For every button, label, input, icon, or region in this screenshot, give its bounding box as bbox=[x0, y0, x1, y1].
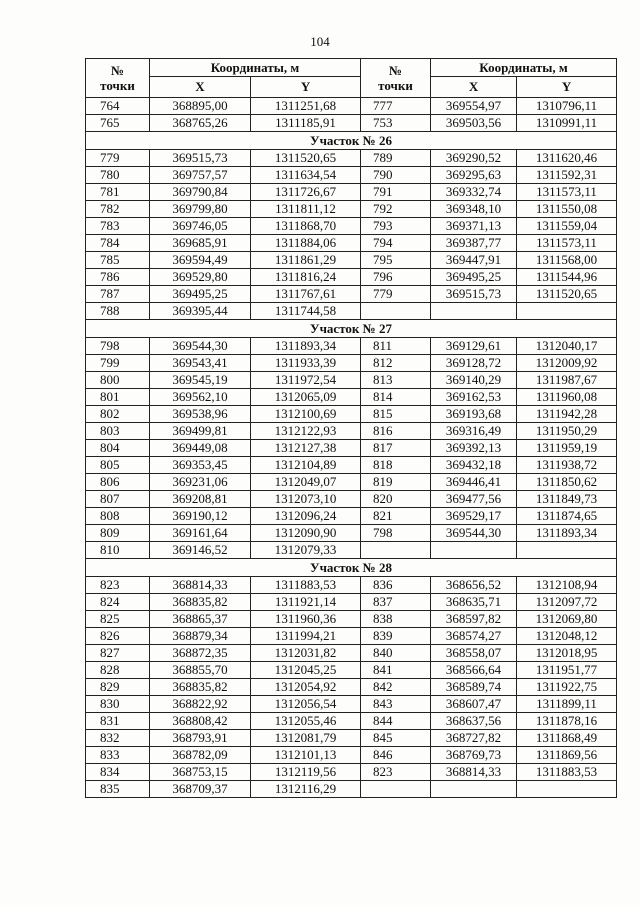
y-coordinate-cell: 1311592,31 bbox=[517, 167, 617, 184]
y-coordinate-cell: 1311869,56 bbox=[517, 747, 617, 764]
x-coordinate-cell: 369790,84 bbox=[150, 184, 251, 201]
table-row bbox=[86, 184, 617, 201]
point-number-cell: 832 bbox=[86, 730, 150, 747]
table-row bbox=[86, 355, 617, 372]
x-coordinate-cell: 369353,45 bbox=[150, 457, 251, 474]
y-coordinate-cell: 1311933,39 bbox=[251, 355, 361, 372]
x-coordinate-cell: 369545,19 bbox=[150, 372, 251, 389]
x-coordinate-cell: 369161,64 bbox=[150, 525, 251, 542]
y-coordinate-cell: 1310991,11 bbox=[517, 115, 617, 132]
x-coordinate-cell: 368895,00 bbox=[150, 98, 251, 115]
point-number-cell bbox=[361, 542, 431, 559]
y-coordinate-cell: 1311959,19 bbox=[517, 440, 617, 457]
y-coordinate-cell: 1312065,09 bbox=[251, 389, 361, 406]
x-coordinate-cell: 369162,53 bbox=[431, 389, 517, 406]
y-coordinate-cell: 1311987,67 bbox=[517, 372, 617, 389]
y-coordinate-cell: 1312090,90 bbox=[251, 525, 361, 542]
x-coordinate-cell: 369332,74 bbox=[431, 184, 517, 201]
x-coordinate-cell: 369447,91 bbox=[431, 252, 517, 269]
table-row bbox=[86, 474, 617, 491]
point-number-cell: 825 bbox=[86, 611, 150, 628]
x-coordinate-cell: 369499,81 bbox=[150, 423, 251, 440]
section-title: Участок № 27 bbox=[86, 320, 617, 338]
table-row bbox=[86, 508, 617, 525]
y-coordinate-cell: 1312116,29 bbox=[251, 781, 361, 798]
y-coordinate-cell: 1311544,96 bbox=[517, 269, 617, 286]
x-coordinate-cell: 369387,77 bbox=[431, 235, 517, 252]
x-coordinate-cell: 369529,17 bbox=[431, 508, 517, 525]
point-number-cell: 823 bbox=[86, 577, 150, 594]
x-coordinate-cell: 369128,72 bbox=[431, 355, 517, 372]
table-row bbox=[86, 457, 617, 474]
y-coordinate-cell bbox=[517, 542, 617, 559]
point-number-cell: 787 bbox=[86, 286, 150, 303]
y-coordinate-cell: 1311185,91 bbox=[251, 115, 361, 132]
y-coordinate-cell: 1311744,58 bbox=[251, 303, 361, 320]
point-number-cell: 819 bbox=[361, 474, 431, 491]
y-coordinate-cell: 1312048,12 bbox=[517, 628, 617, 645]
y-coordinate-cell: 1311520,65 bbox=[251, 150, 361, 167]
x-coordinate-cell: 368635,71 bbox=[431, 594, 517, 611]
y-column-header: Y bbox=[251, 77, 361, 98]
x-coordinate-cell: 368814,33 bbox=[150, 577, 251, 594]
x-coordinate-cell: 368769,73 bbox=[431, 747, 517, 764]
table-body bbox=[86, 98, 617, 798]
table-row bbox=[86, 730, 617, 747]
point-number-cell: 801 bbox=[86, 389, 150, 406]
point-number-cell: 842 bbox=[361, 679, 431, 696]
y-coordinate-cell: 1312097,72 bbox=[517, 594, 617, 611]
table-row bbox=[86, 747, 617, 764]
point-number-cell: 806 bbox=[86, 474, 150, 491]
coordinates-table bbox=[85, 58, 617, 798]
y-coordinate-cell: 1311573,11 bbox=[517, 235, 617, 252]
x-coordinate-cell: 369449,08 bbox=[150, 440, 251, 457]
point-number-cell: 800 bbox=[86, 372, 150, 389]
point-number-cell: 805 bbox=[86, 457, 150, 474]
x-coordinate-cell: 368855,70 bbox=[150, 662, 251, 679]
y-coordinate-cell: 1311942,28 bbox=[517, 406, 617, 423]
point-number-cell: 780 bbox=[86, 167, 150, 184]
x-coordinate-cell: 369193,68 bbox=[431, 406, 517, 423]
x-coordinate-cell: 369562,10 bbox=[150, 389, 251, 406]
point-number-cell: 844 bbox=[361, 713, 431, 730]
x-coordinate-cell bbox=[431, 781, 517, 798]
table-row bbox=[86, 201, 617, 218]
table-row bbox=[86, 679, 617, 696]
point-number-cell: 753 bbox=[361, 115, 431, 132]
point-number-cell: 818 bbox=[361, 457, 431, 474]
y-coordinate-cell: 1312096,24 bbox=[251, 508, 361, 525]
point-number-cell: 827 bbox=[86, 645, 150, 662]
x-coordinate-cell: 368637,56 bbox=[431, 713, 517, 730]
y-coordinate-cell: 1312104,89 bbox=[251, 457, 361, 474]
point-number-cell: 784 bbox=[86, 235, 150, 252]
y-column-header: Y bbox=[517, 77, 617, 98]
point-number-cell: 796 bbox=[361, 269, 431, 286]
point-number-cell: 764 bbox=[86, 98, 150, 115]
x-coordinate-cell: 369432,18 bbox=[431, 457, 517, 474]
point-number-cell: 789 bbox=[361, 150, 431, 167]
point-number-cell: 826 bbox=[86, 628, 150, 645]
x-coordinate-cell: 368835,82 bbox=[150, 594, 251, 611]
point-number-label: точки bbox=[378, 78, 413, 93]
point-number-cell: 781 bbox=[86, 184, 150, 201]
point-number-cell: 790 bbox=[361, 167, 431, 184]
point-number-label: точки bbox=[100, 78, 135, 93]
y-coordinate-cell: 1311994,21 bbox=[251, 628, 361, 645]
x-coordinate-cell: 369529,80 bbox=[150, 269, 251, 286]
y-coordinate-cell: 1312081,79 bbox=[251, 730, 361, 747]
point-number-cell: 834 bbox=[86, 764, 150, 781]
point-number-cell: 830 bbox=[86, 696, 150, 713]
point-number-cell: 835 bbox=[86, 781, 150, 798]
table-row bbox=[86, 286, 617, 303]
point-number-cell: 837 bbox=[361, 594, 431, 611]
x-coordinate-cell: 368597,82 bbox=[431, 611, 517, 628]
point-number-cell: 803 bbox=[86, 423, 150, 440]
table-row bbox=[86, 252, 617, 269]
point-number-cell: 821 bbox=[361, 508, 431, 525]
table-row bbox=[86, 115, 617, 132]
table-row bbox=[86, 491, 617, 508]
table-row bbox=[86, 406, 617, 423]
point-number-cell: 810 bbox=[86, 542, 150, 559]
y-coordinate-cell: 1311849,73 bbox=[517, 491, 617, 508]
x-coordinate-cell: 369538,96 bbox=[150, 406, 251, 423]
point-number-cell: 840 bbox=[361, 645, 431, 662]
point-number-cell: 839 bbox=[361, 628, 431, 645]
coordinates-header-left: Координаты, м bbox=[150, 59, 361, 77]
table-row bbox=[86, 167, 617, 184]
y-coordinate-cell: 1311868,49 bbox=[517, 730, 617, 747]
point-number-cell: 816 bbox=[361, 423, 431, 440]
y-coordinate-cell: 1311893,34 bbox=[251, 338, 361, 355]
y-coordinate-cell: 1311620,46 bbox=[517, 150, 617, 167]
x-coordinate-cell: 368879,34 bbox=[150, 628, 251, 645]
table-row bbox=[86, 338, 617, 355]
y-coordinate-cell: 1311951,77 bbox=[517, 662, 617, 679]
point-number-cell bbox=[361, 781, 431, 798]
point-number-cell: 795 bbox=[361, 252, 431, 269]
x-coordinate-cell: 369231,06 bbox=[150, 474, 251, 491]
point-number-cell: 820 bbox=[361, 491, 431, 508]
x-coordinate-cell: 369146,52 bbox=[150, 542, 251, 559]
x-coordinate-cell bbox=[431, 303, 517, 320]
table-row bbox=[86, 150, 617, 167]
point-number-cell: 785 bbox=[86, 252, 150, 269]
x-coordinate-cell: 369554,97 bbox=[431, 98, 517, 115]
y-coordinate-cell: 1311811,12 bbox=[251, 201, 361, 218]
section-title: Участок № 26 bbox=[86, 132, 617, 150]
y-coordinate-cell: 1312049,07 bbox=[251, 474, 361, 491]
point-number-cell: 799 bbox=[86, 355, 150, 372]
point-number-cell: 765 bbox=[86, 115, 150, 132]
y-coordinate-cell: 1311850,62 bbox=[517, 474, 617, 491]
y-coordinate-cell: 1312122,93 bbox=[251, 423, 361, 440]
table-row bbox=[86, 696, 617, 713]
point-number-cell: 782 bbox=[86, 201, 150, 218]
point-number-cell: 813 bbox=[361, 372, 431, 389]
x-coordinate-cell: 369129,61 bbox=[431, 338, 517, 355]
table-row bbox=[86, 628, 617, 645]
y-coordinate-cell: 1311573,11 bbox=[517, 184, 617, 201]
point-number-cell: 791 bbox=[361, 184, 431, 201]
x-coordinate-cell: 369495,25 bbox=[150, 286, 251, 303]
x-coordinate-cell: 369495,25 bbox=[431, 269, 517, 286]
x-coordinate-cell: 369757,57 bbox=[150, 167, 251, 184]
y-coordinate-cell: 1311868,70 bbox=[251, 218, 361, 235]
y-coordinate-cell: 1311938,72 bbox=[517, 457, 617, 474]
y-coordinate-cell: 1312073,10 bbox=[251, 491, 361, 508]
x-coordinate-cell: 368782,09 bbox=[150, 747, 251, 764]
x-coordinate-cell: 369594,49 bbox=[150, 252, 251, 269]
x-coordinate-cell: 368727,82 bbox=[431, 730, 517, 747]
point-number-header-right bbox=[361, 59, 431, 98]
table-row bbox=[86, 645, 617, 662]
section-row bbox=[86, 132, 617, 150]
x-coordinate-cell: 368566,64 bbox=[431, 662, 517, 679]
table-row bbox=[86, 713, 617, 730]
point-number-cell: 817 bbox=[361, 440, 431, 457]
y-coordinate-cell: 1311634,54 bbox=[251, 167, 361, 184]
table-row bbox=[86, 235, 617, 252]
point-number-cell: 823 bbox=[361, 764, 431, 781]
point-number-cell: 794 bbox=[361, 235, 431, 252]
table-row bbox=[86, 218, 617, 235]
table-row bbox=[86, 440, 617, 457]
point-number-cell: 843 bbox=[361, 696, 431, 713]
point-number-cell: 786 bbox=[86, 269, 150, 286]
point-number-symbol: № bbox=[110, 63, 125, 78]
x-coordinate-cell: 369544,30 bbox=[150, 338, 251, 355]
x-coordinate-cell bbox=[431, 542, 517, 559]
x-coordinate-cell: 369515,73 bbox=[431, 286, 517, 303]
x-coordinate-cell: 368765,26 bbox=[150, 115, 251, 132]
y-coordinate-cell: 1311568,00 bbox=[517, 252, 617, 269]
y-coordinate-cell: 1312040,17 bbox=[517, 338, 617, 355]
y-coordinate-cell: 1311550,08 bbox=[517, 201, 617, 218]
y-coordinate-cell: 1311726,67 bbox=[251, 184, 361, 201]
point-number-cell: 831 bbox=[86, 713, 150, 730]
x-coordinate-cell: 369392,13 bbox=[431, 440, 517, 457]
x-coordinate-cell: 368558,07 bbox=[431, 645, 517, 662]
table-row bbox=[86, 372, 617, 389]
point-number-cell: 828 bbox=[86, 662, 150, 679]
x-coordinate-cell: 369799,80 bbox=[150, 201, 251, 218]
y-coordinate-cell: 1311960,36 bbox=[251, 611, 361, 628]
x-coordinate-cell: 369348,10 bbox=[431, 201, 517, 218]
table-row bbox=[86, 662, 617, 679]
y-coordinate-cell bbox=[517, 303, 617, 320]
y-coordinate-cell: 1312079,33 bbox=[251, 542, 361, 559]
point-number-cell: 814 bbox=[361, 389, 431, 406]
x-coordinate-cell: 369190,12 bbox=[150, 508, 251, 525]
point-number-cell: 833 bbox=[86, 747, 150, 764]
x-coordinate-cell: 369477,56 bbox=[431, 491, 517, 508]
table-row bbox=[86, 269, 617, 286]
x-coordinate-cell: 369395,44 bbox=[150, 303, 251, 320]
point-number-cell: 836 bbox=[361, 577, 431, 594]
y-coordinate-cell: 1312100,69 bbox=[251, 406, 361, 423]
x-coordinate-cell: 369544,30 bbox=[431, 525, 517, 542]
x-coordinate-cell: 369208,81 bbox=[150, 491, 251, 508]
point-number-cell: 798 bbox=[86, 338, 150, 355]
x-coordinate-cell: 369295,63 bbox=[431, 167, 517, 184]
x-coordinate-cell: 369685,91 bbox=[150, 235, 251, 252]
y-coordinate-cell: 1312009,92 bbox=[517, 355, 617, 372]
x-coordinate-cell: 368872,35 bbox=[150, 645, 251, 662]
table-row bbox=[86, 525, 617, 542]
x-coordinate-cell: 368814,33 bbox=[431, 764, 517, 781]
point-number-cell: 811 bbox=[361, 338, 431, 355]
y-coordinate-cell: 1311559,04 bbox=[517, 218, 617, 235]
y-coordinate-cell: 1312031,82 bbox=[251, 645, 361, 662]
point-number-cell: 792 bbox=[361, 201, 431, 218]
table-row bbox=[86, 577, 617, 594]
y-coordinate-cell: 1311520,65 bbox=[517, 286, 617, 303]
x-coordinate-cell: 368808,42 bbox=[150, 713, 251, 730]
x-coordinate-cell: 368709,37 bbox=[150, 781, 251, 798]
point-number-cell: 779 bbox=[86, 150, 150, 167]
point-number-cell: 809 bbox=[86, 525, 150, 542]
point-number-cell: 815 bbox=[361, 406, 431, 423]
page-number: 104 bbox=[310, 34, 330, 49]
y-coordinate-cell: 1312056,54 bbox=[251, 696, 361, 713]
y-coordinate-cell: 1311251,68 bbox=[251, 98, 361, 115]
y-coordinate-cell: 1311950,29 bbox=[517, 423, 617, 440]
x-coordinate-cell: 368607,47 bbox=[431, 696, 517, 713]
point-number-cell: 783 bbox=[86, 218, 150, 235]
x-coordinate-cell: 368656,52 bbox=[431, 577, 517, 594]
x-coordinate-cell: 369140,29 bbox=[431, 372, 517, 389]
y-coordinate-cell: 1312045,25 bbox=[251, 662, 361, 679]
x-coordinate-cell: 368793,91 bbox=[150, 730, 251, 747]
point-number-cell bbox=[361, 303, 431, 320]
table-row bbox=[86, 781, 617, 798]
x-coordinate-cell: 368822,92 bbox=[150, 696, 251, 713]
section-row bbox=[86, 559, 617, 577]
x-coordinate-cell: 369316,49 bbox=[431, 423, 517, 440]
table-row bbox=[86, 594, 617, 611]
point-number-cell: 846 bbox=[361, 747, 431, 764]
y-coordinate-cell: 1311922,75 bbox=[517, 679, 617, 696]
x-column-header: X bbox=[150, 77, 251, 98]
table-row bbox=[86, 389, 617, 406]
y-coordinate-cell: 1312101,13 bbox=[251, 747, 361, 764]
x-coordinate-cell: 369515,73 bbox=[150, 150, 251, 167]
x-coordinate-cell: 368865,37 bbox=[150, 611, 251, 628]
point-number-cell: 777 bbox=[361, 98, 431, 115]
y-coordinate-cell: 1311816,24 bbox=[251, 269, 361, 286]
coordinates-header-right: Координаты, м bbox=[431, 59, 617, 77]
point-number-cell: 804 bbox=[86, 440, 150, 457]
point-number-cell: 802 bbox=[86, 406, 150, 423]
x-coordinate-cell: 368574,27 bbox=[431, 628, 517, 645]
y-coordinate-cell: 1311883,53 bbox=[251, 577, 361, 594]
y-coordinate-cell: 1311878,16 bbox=[517, 713, 617, 730]
point-number-cell: 793 bbox=[361, 218, 431, 235]
y-coordinate-cell: 1311921,14 bbox=[251, 594, 361, 611]
y-coordinate-cell: 1312054,92 bbox=[251, 679, 361, 696]
y-coordinate-cell: 1312127,38 bbox=[251, 440, 361, 457]
table-row bbox=[86, 423, 617, 440]
point-number-cell: 807 bbox=[86, 491, 150, 508]
point-number-cell: 798 bbox=[361, 525, 431, 542]
point-number-header-left bbox=[86, 59, 150, 98]
point-number-cell: 845 bbox=[361, 730, 431, 747]
y-coordinate-cell: 1312108,94 bbox=[517, 577, 617, 594]
x-coordinate-cell: 368753,15 bbox=[150, 764, 251, 781]
y-coordinate-cell: 1311960,08 bbox=[517, 389, 617, 406]
x-coordinate-cell: 369543,41 bbox=[150, 355, 251, 372]
point-number-cell: 824 bbox=[86, 594, 150, 611]
y-coordinate-cell: 1312069,80 bbox=[517, 611, 617, 628]
x-coordinate-cell: 369503,56 bbox=[431, 115, 517, 132]
table-header bbox=[86, 59, 617, 98]
y-coordinate-cell: 1311899,11 bbox=[517, 696, 617, 713]
x-coordinate-cell: 369371,13 bbox=[431, 218, 517, 235]
x-coordinate-cell: 369446,41 bbox=[431, 474, 517, 491]
y-coordinate-cell: 1312055,46 bbox=[251, 713, 361, 730]
table-row bbox=[86, 542, 617, 559]
point-number-cell: 808 bbox=[86, 508, 150, 525]
y-coordinate-cell: 1311972,54 bbox=[251, 372, 361, 389]
y-coordinate-cell: 1311874,65 bbox=[517, 508, 617, 525]
point-number-cell: 838 bbox=[361, 611, 431, 628]
y-coordinate-cell: 1310796,11 bbox=[517, 98, 617, 115]
x-column-header: X bbox=[431, 77, 517, 98]
y-coordinate-cell: 1311884,06 bbox=[251, 235, 361, 252]
y-coordinate-cell: 1311861,29 bbox=[251, 252, 361, 269]
table-row bbox=[86, 764, 617, 781]
y-coordinate-cell bbox=[517, 781, 617, 798]
point-number-cell: 841 bbox=[361, 662, 431, 679]
point-number-cell: 788 bbox=[86, 303, 150, 320]
x-coordinate-cell: 368589,74 bbox=[431, 679, 517, 696]
y-coordinate-cell: 1311767,61 bbox=[251, 286, 361, 303]
section-row bbox=[86, 320, 617, 338]
y-coordinate-cell: 1312018,95 bbox=[517, 645, 617, 662]
y-coordinate-cell: 1312119,56 bbox=[251, 764, 361, 781]
y-coordinate-cell: 1311893,34 bbox=[517, 525, 617, 542]
point-number-cell: 812 bbox=[361, 355, 431, 372]
section-title: Участок № 28 bbox=[86, 559, 617, 577]
point-number-cell: 779 bbox=[361, 286, 431, 303]
table-row bbox=[86, 98, 617, 115]
point-number-symbol: № bbox=[388, 63, 403, 78]
point-number-cell: 829 bbox=[86, 679, 150, 696]
x-coordinate-cell: 368835,82 bbox=[150, 679, 251, 696]
y-coordinate-cell: 1311883,53 bbox=[517, 764, 617, 781]
x-coordinate-cell: 369746,05 bbox=[150, 218, 251, 235]
x-coordinate-cell: 369290,52 bbox=[431, 150, 517, 167]
table-row bbox=[86, 303, 617, 320]
table-row bbox=[86, 611, 617, 628]
